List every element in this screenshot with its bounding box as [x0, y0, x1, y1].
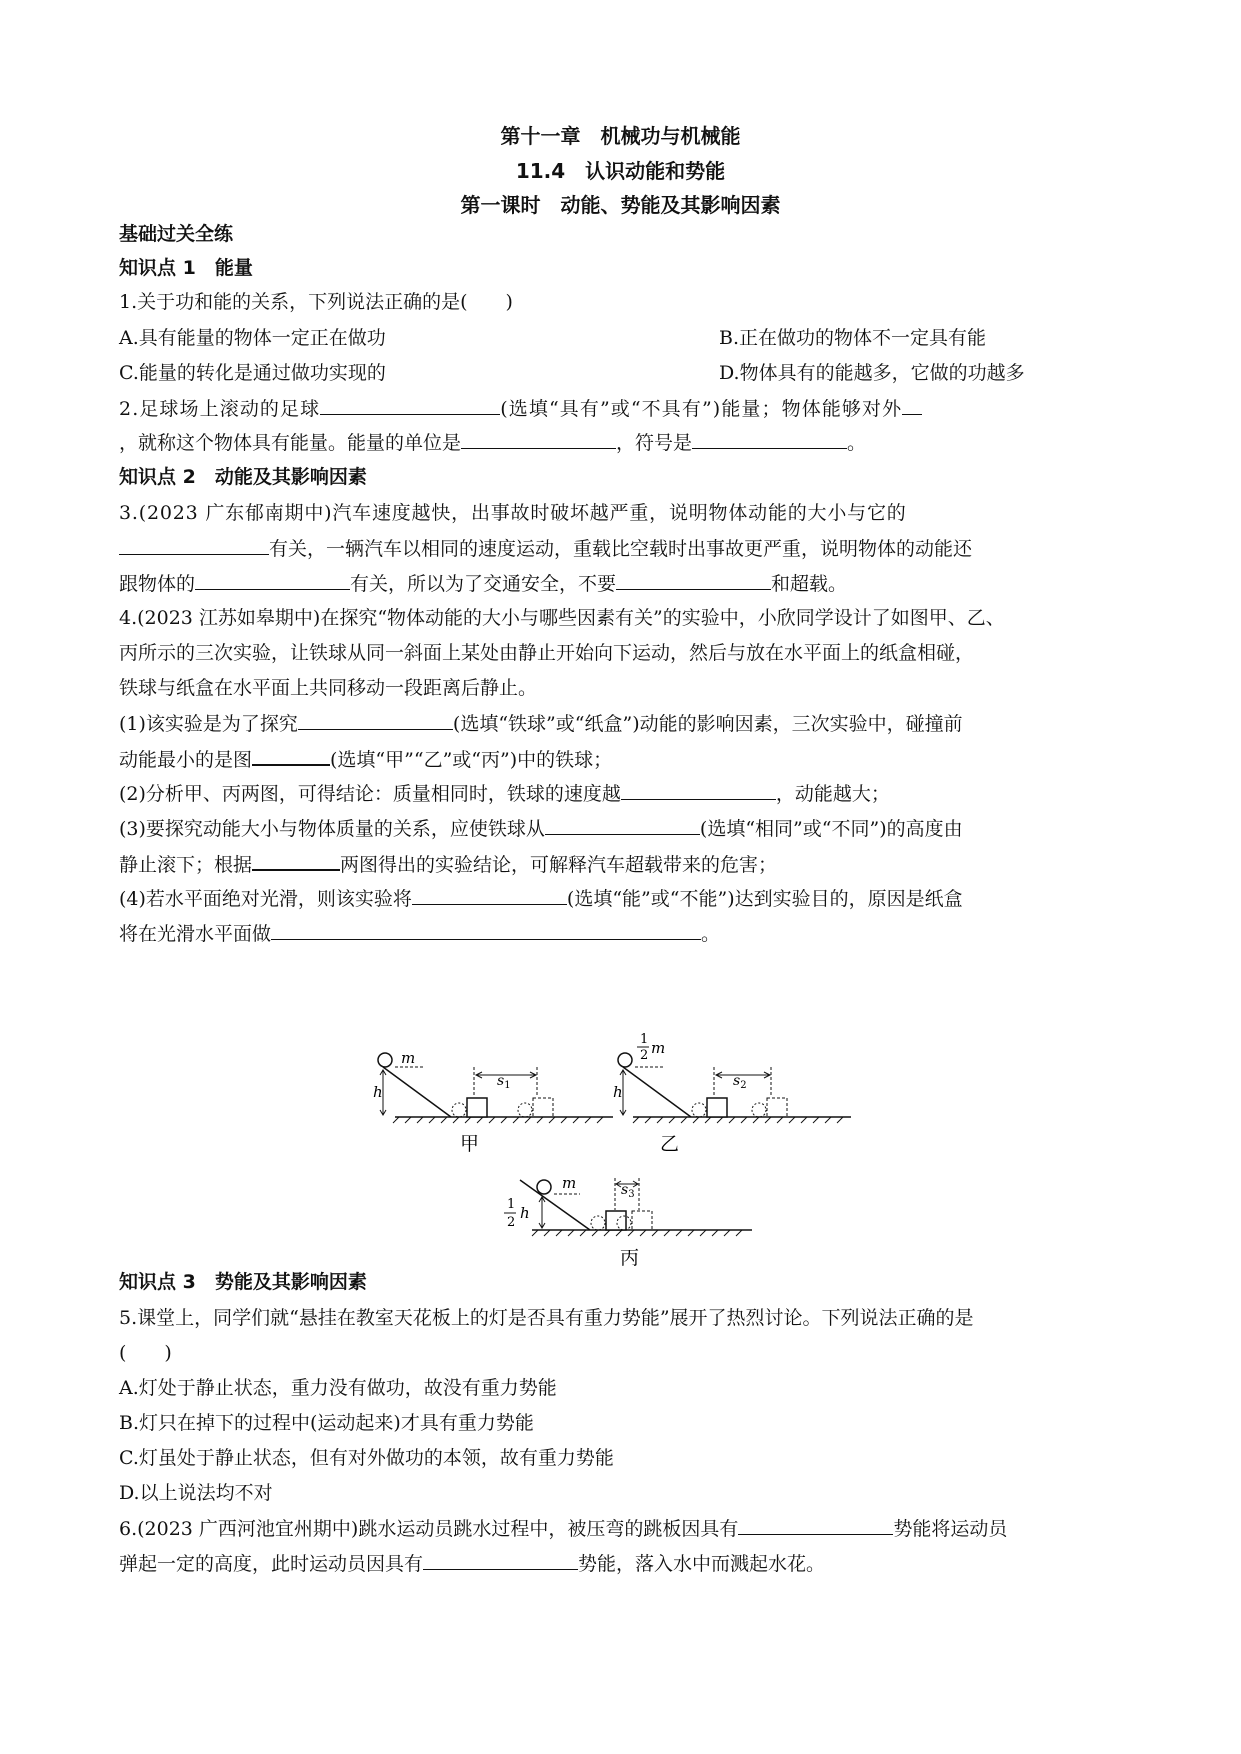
- question-6-text: 势能将运动员: [893, 1518, 1008, 1540]
- question-1-option-a[interactable]: A.具有能量的物体一定正在做功: [119, 327, 386, 349]
- answer-blank[interactable]: [545, 816, 700, 835]
- question-4-text: (选填“相同”或“不同”)的高度由: [699, 818, 963, 840]
- question-5-option-a[interactable]: A.灯处于静止状态，重力没有做功，故没有重力势能: [119, 1377, 557, 1399]
- figure-label-bing: 丙: [620, 1247, 640, 1269]
- question-3-text-3c: 和超载。: [771, 573, 848, 595]
- answer-blank[interactable]: [461, 430, 616, 449]
- question-2-line-2: [119, 430, 1124, 455]
- mass-label: m: [562, 1174, 577, 1192]
- question-5-option-c[interactable]: C.灯虽处于静止状态，但有对外做功的本领，故有重力势能: [119, 1447, 614, 1469]
- question-4-text: (2)分析甲、丙两图，可得结论：质量相同时，铁球的速度越: [119, 783, 621, 805]
- question-3-text-3a: 跟物体的: [119, 573, 196, 595]
- question-4-text: 将在光滑水平面做: [119, 923, 272, 945]
- knowledge-point-1: 知识点 1 能量: [119, 257, 253, 279]
- height-label: h: [613, 1083, 623, 1101]
- question-4-text: ，动能越大；: [775, 783, 890, 805]
- figure-yi: [613, 1032, 865, 1165]
- answer-blank[interactable]: [298, 711, 453, 730]
- lesson-title: 第一课时 动能、势能及其影响因素: [460, 193, 781, 217]
- height-fraction-denominator: 2: [507, 1215, 516, 1230]
- question-3-text-3b: 有关，所以为了交通安全，不要: [350, 573, 617, 595]
- question-4-text: (3)要探究动能大小与物体质量的关系，应使铁球从: [119, 818, 545, 840]
- question-4-text: 静止滚下；根据: [119, 854, 253, 876]
- question-3-line-1: 3.(2023 广东郁南期中)汽车速度越快，出事故时破坏越严重，说明物体动能的大小与它的: [119, 502, 907, 524]
- question-3-text-2: 有关，一辆汽车以相同的速度运动，重载比空载时出事故更严重，说明物体的动能还: [269, 538, 973, 560]
- mass-fraction-denominator: 2: [640, 1048, 649, 1063]
- question-4-text: 动能最小的是图: [119, 749, 253, 771]
- answer-blank[interactable]: [616, 571, 771, 590]
- question-1-options-row-2: [119, 361, 1124, 385]
- question-6-text: 6.(2023 广西河池宜州期中)跳水运动员跳水过程中，被压弯的跳板因具有: [119, 1518, 739, 1540]
- question-6-text: 弹起一定的高度，此时运动员因具有: [119, 1553, 424, 1575]
- question-6-line-1: [119, 1516, 1124, 1541]
- distance-label: $s_3$: [621, 1182, 635, 1200]
- question-6-line-2: [119, 1551, 1124, 1576]
- mass-fraction-numerator: 1: [640, 1032, 649, 1047]
- question-4-sub-4-line-1: [119, 886, 1124, 911]
- question-2-text-3: ，就称这个物体具有能量。能量的单位是: [119, 432, 462, 454]
- figure-label-yi: 乙: [660, 1133, 680, 1155]
- question-4-sub-2: [119, 781, 1124, 806]
- mass-label: m: [401, 1049, 416, 1067]
- question-1-option-c[interactable]: C.能量的转化是通过做功实现的: [119, 362, 386, 384]
- paper-box: [467, 1098, 487, 1117]
- answer-blank[interactable]: [252, 851, 340, 871]
- question-4-line-1: 4.(2023 江苏如皋期中)在探究“物体动能的大小与哪些因素有关”的实验中，小欣同学设计了如图甲、乙、: [119, 607, 1005, 629]
- figure-label-jia: 甲: [460, 1133, 480, 1155]
- question-4-sub-4-line-2: [119, 921, 1124, 946]
- figure-jia: [375, 1045, 635, 1165]
- exercise-group-title: 基础过关全练: [119, 223, 234, 245]
- question-1-stem: 1.关于功和能的关系，下列说法正确的是( ): [119, 291, 513, 313]
- answer-blank[interactable]: [195, 571, 350, 590]
- height-label: h: [520, 1204, 530, 1222]
- answer-blank[interactable]: [412, 886, 567, 905]
- paper-box: [606, 1211, 626, 1230]
- question-4-line-3: 铁球与纸盒在水平面上共同移动一段距离后静止。: [119, 677, 538, 699]
- answer-blank[interactable]: [692, 430, 847, 449]
- answer-blank[interactable]: [423, 1551, 578, 1570]
- question-4-text: (选填“甲”“乙”或“丙”)中的铁球；: [330, 749, 613, 771]
- question-4-sub-3-line-2: [119, 851, 1124, 877]
- question-4-line-2: 丙所示的三次实验，让铁球从同一斜面上某处由静止开始向下运动，然后与放在水平面上的纸盒相碰，: [119, 642, 975, 664]
- question-2-text-5: 。: [847, 432, 867, 454]
- question-4-text: 两图得出的实验结论，可解释汽车超载带来的危害；: [340, 854, 778, 876]
- section-title: 11.4 认识动能和势能: [515, 159, 726, 183]
- question-1-options-row-1: [119, 326, 1124, 350]
- question-3-line-3: [119, 571, 1124, 596]
- question-5-option-d[interactable]: D.以上说法均不对: [119, 1482, 273, 1504]
- question-5-paren: ( ): [119, 1342, 172, 1364]
- distance-label: $s_2$: [733, 1073, 747, 1091]
- question-5-option-b[interactable]: B.灯只在掉下的过程中(运动起来)才具有重力势能: [119, 1412, 534, 1434]
- chapter-title: 第十一章 机械功与机械能: [500, 124, 741, 148]
- question-2-text-1: 2.足球场上滚动的足球: [119, 398, 321, 420]
- answer-blank[interactable]: [320, 396, 500, 415]
- answer-blank[interactable]: [621, 781, 776, 800]
- question-4-text: (1)该实验是为了探究: [119, 713, 298, 735]
- question-4-text: (选填“能”或“不能”)达到实验目的，原因是纸盒: [566, 888, 963, 910]
- paper-box: [707, 1098, 727, 1117]
- question-2-text-4: ，符号是: [616, 432, 693, 454]
- answer-blank[interactable]: [119, 536, 269, 555]
- question-2-line-1: [119, 396, 1124, 421]
- answer-blank[interactable]: [738, 1516, 893, 1535]
- question-4-sub-3-line-1: [119, 816, 1124, 841]
- mass-label: m: [651, 1039, 666, 1057]
- question-2-text-2: (选填“具有”或“不具有”)能量；物体能够对外: [500, 398, 903, 420]
- knowledge-point-2: 知识点 2 动能及其影响因素: [119, 466, 367, 488]
- knowledge-point-3: 知识点 3 势能及其影响因素: [119, 1271, 367, 1293]
- distance-label: $s_1$: [497, 1073, 511, 1091]
- question-4-text: (选填“铁球”或“纸盒”)动能的影响因素，三次实验中，碰撞前: [452, 713, 963, 735]
- question-3-line-2: [119, 536, 1124, 561]
- height-label: h: [373, 1083, 383, 1101]
- answer-blank[interactable]: [252, 746, 330, 766]
- height-fraction-numerator: 1: [507, 1197, 516, 1212]
- answer-blank[interactable]: [271, 921, 701, 940]
- answer-blank[interactable]: [902, 396, 922, 415]
- question-4-sub-1-line-1: [119, 711, 1124, 736]
- question-6-text: 势能，落入水中而溅起水花。: [578, 1553, 826, 1575]
- question-4-text: (4)若水平面绝对光滑，则该实验将: [119, 888, 412, 910]
- question-1-option-b[interactable]: B.正在做功的物体不一定具有能: [719, 327, 987, 349]
- question-4-text: 。: [701, 923, 721, 945]
- iron-ball: [618, 1053, 632, 1067]
- iron-ball: [537, 1180, 551, 1194]
- question-1-option-d[interactable]: D.物体具有的能越多，它做的功越多: [719, 362, 1025, 384]
- question-4-sub-1-line-2: [119, 746, 1124, 772]
- iron-ball: [378, 1053, 392, 1067]
- question-5-stem: 5.课堂上，同学们就“悬挂在教室天花板上的灯是否具有重力势能”展开了热烈讨论。下列说法正确的是: [119, 1307, 974, 1329]
